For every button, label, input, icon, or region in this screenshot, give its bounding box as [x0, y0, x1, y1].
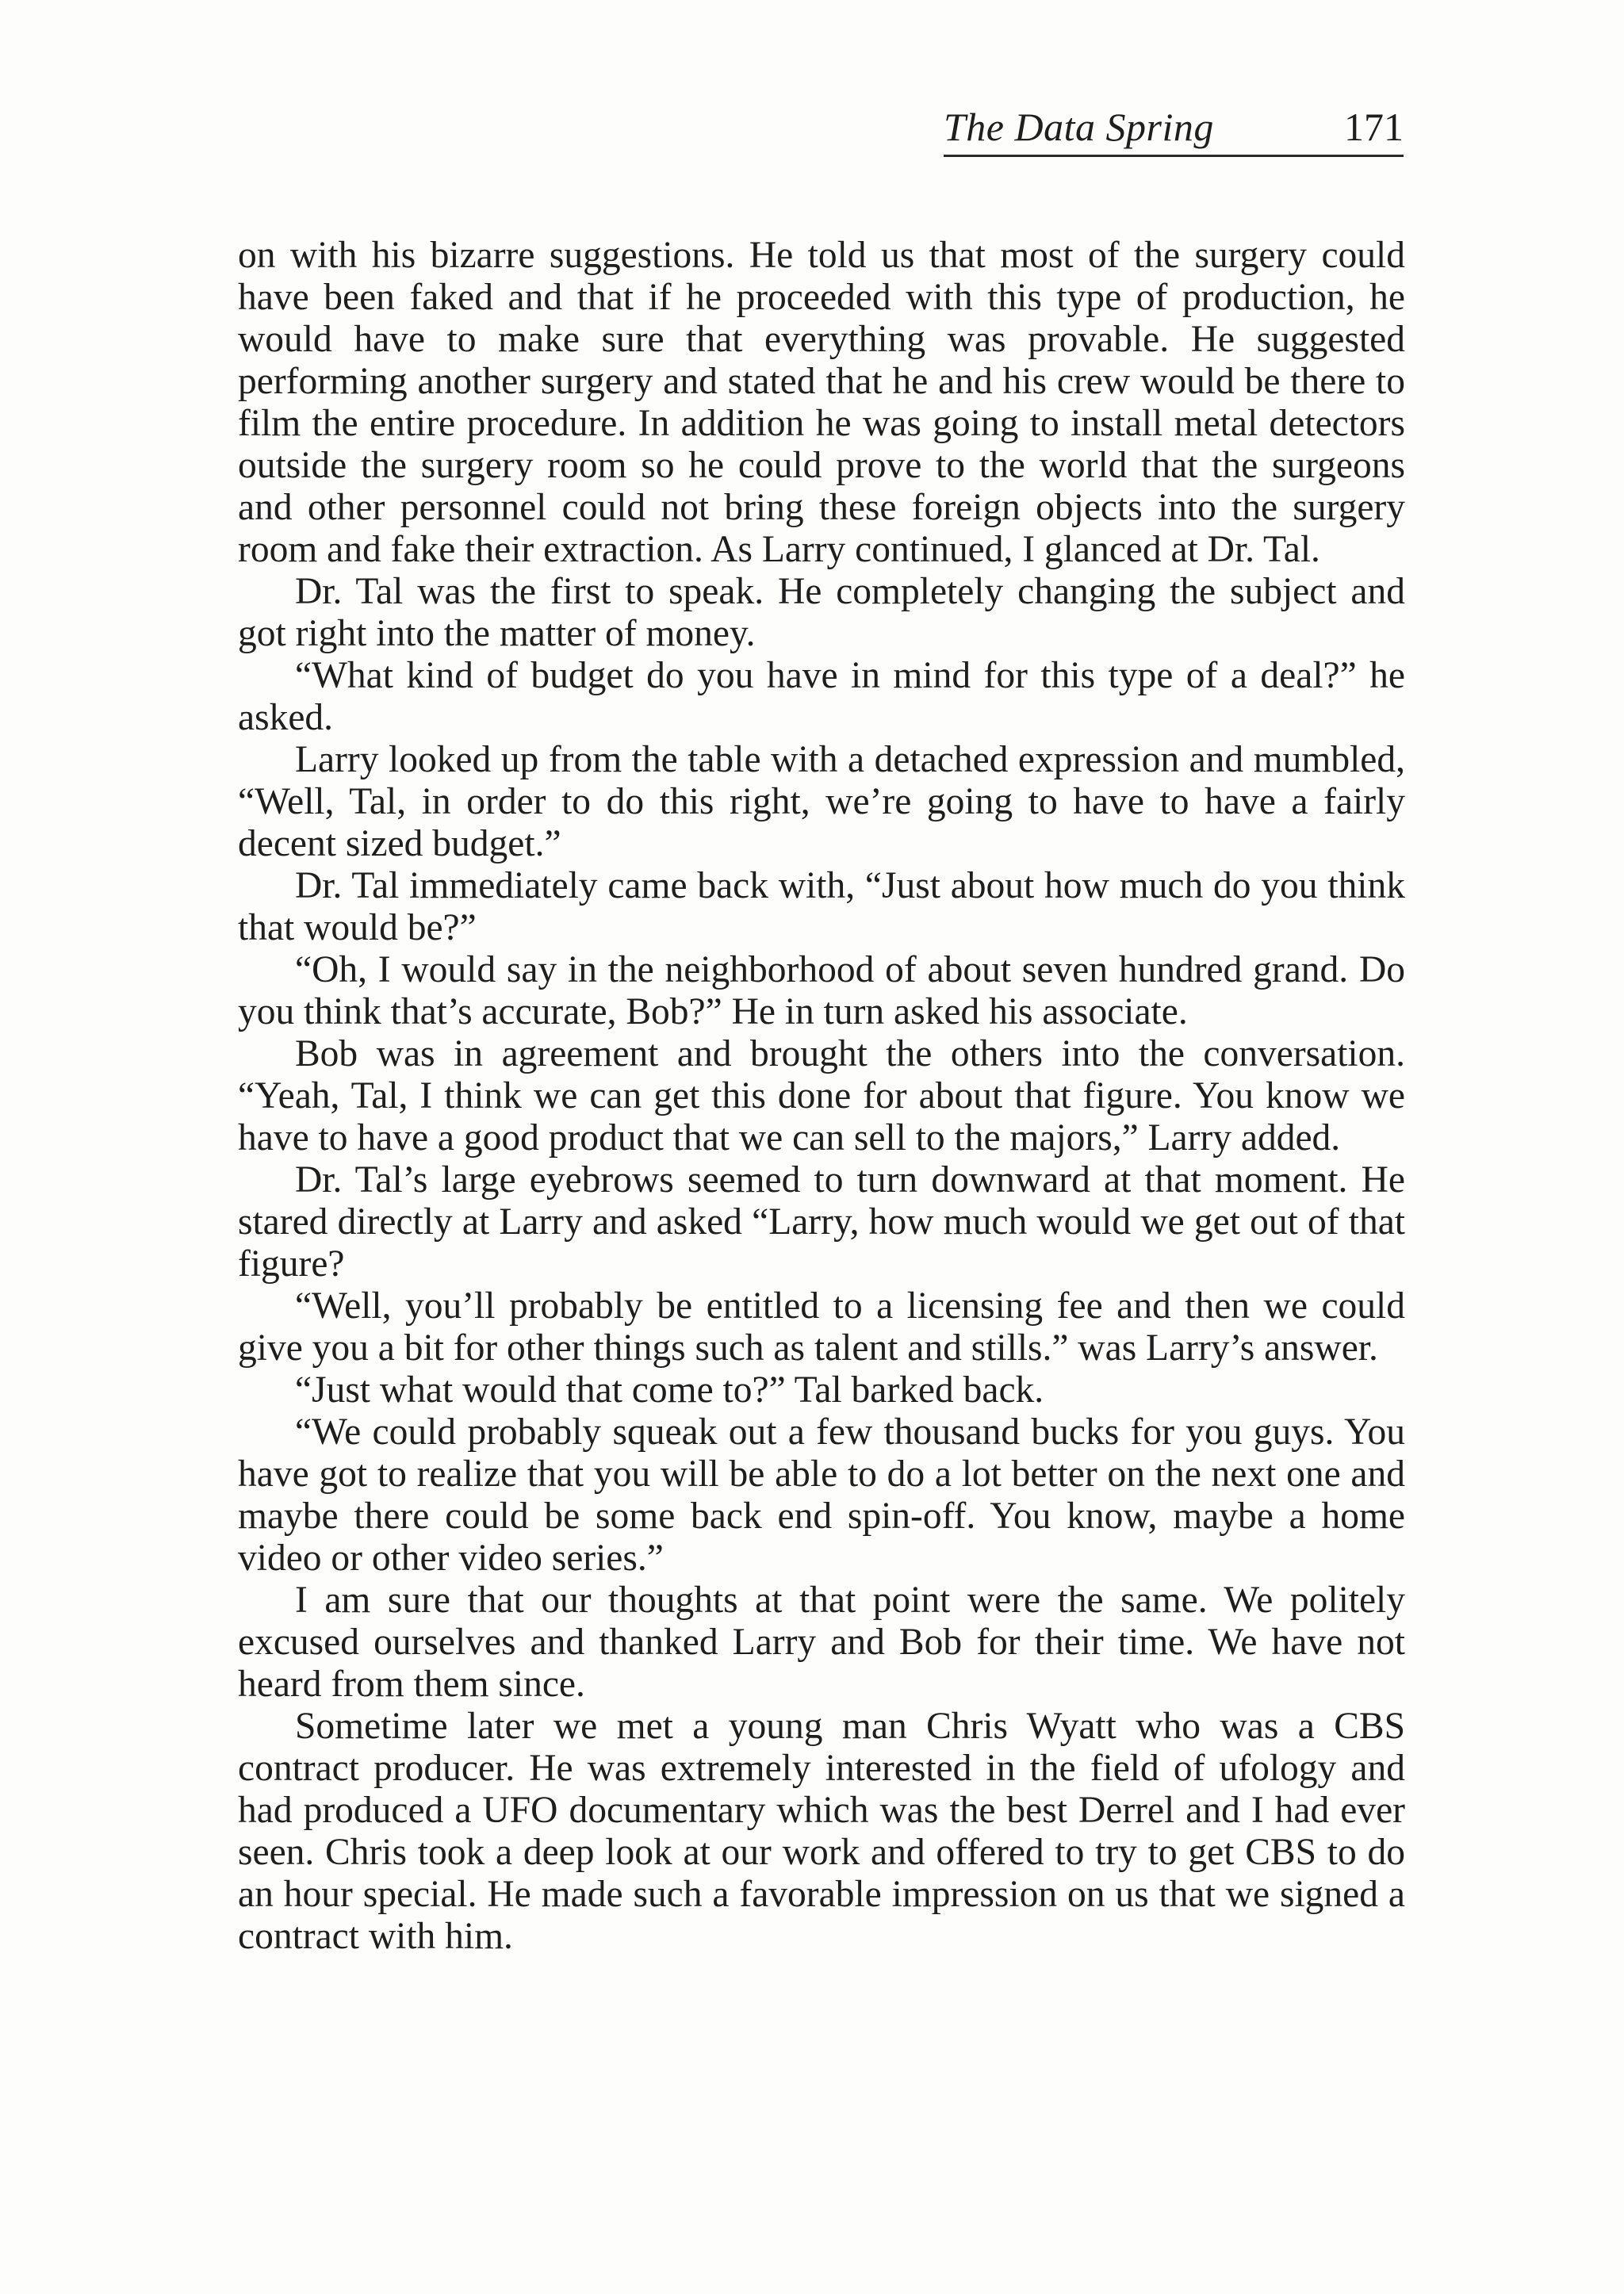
- paragraph: “Oh, I would say in the neighborhood of about seven hundred grand. Do you think that’s accurate, Bob?” He in turn asked his associate.: [238, 949, 1405, 1032]
- paragraph: Larry looked up from the table with a detached expression and mumbled, “Well, Tal, in order to do this right, we’re going to have to have a fairly decent sized budget.”: [238, 739, 1405, 864]
- paragraph: “We could probably squeak out a few thousand bucks for you guys. You have got to realize that you will be able to do a lot better on the next one and maybe there could be some back end spin-off. You know, maybe a home video or other video series.”: [238, 1411, 1405, 1579]
- paragraph: Sometime later we met a young man Chris Wyatt who was a CBS contract producer. He was extremely interested in the field of ufology and had produced a UFO documentary which was the best Derrel and I had ever seen. Chris took a deep look at our work and offered to try to get CBS to do an hour special. He made such a favorable impression on us that we signed a contract with him.: [238, 1706, 1405, 1957]
- paragraph: “Well, you’ll probably be entitled to a licensing fee and then we could give you a bit for other things such as talent and stills.” was Larry’s answer.: [238, 1285, 1405, 1369]
- running-head: [944, 101, 1404, 157]
- paragraph: I am sure that our thoughts at that point were the same. We politely excused ourselves and thanked Larry and Bob for their time. We have not heard from them since.: [238, 1580, 1405, 1705]
- running-title: The Data Spring: [944, 105, 1214, 149]
- paragraph: “What kind of budget do you have in mind for this type of a deal?” he asked.: [238, 655, 1405, 738]
- paragraph: Dr. Tal immediately came back with, “Just about how much do you think that would be?”: [238, 865, 1405, 948]
- page-number: 171: [1344, 105, 1404, 149]
- paragraph: on with his bizarre suggestions. He told us that most of the surgery could have been faked and that if he proceeded with this type of production, he would have to make sure that everything was provable. He suggested performing another surgery and stated that he and his crew would be there to film the entire procedure. In addition he was going to install metal detectors outside the surgery room so he could prove to the world that the surgeons and other personnel could not bring these foreign objects into the surgery room and fake their extraction. As Larry continued, I glanced at Dr. Tal.: [238, 235, 1405, 570]
- body-text: [238, 235, 1405, 1958]
- paragraph: “Just what would that come to?” Tal barked back.: [295, 1369, 1044, 1411]
- paragraph: Dr. Tal was the first to speak. He completely changing the subject and got right into the matter of money.: [238, 571, 1405, 654]
- paragraph: Dr. Tal’s large eyebrows seemed to turn downward at that moment. He stared directly at Larry and asked “Larry, how much would we get out of that figure?: [238, 1159, 1405, 1285]
- paragraph: Bob was in agreement and brought the others into the conversation. “Yeah, Tal, I think we can get this done for about that figure. You know we have to have a good product that we can sell to the majors,” Larry added.: [238, 1033, 1405, 1158]
